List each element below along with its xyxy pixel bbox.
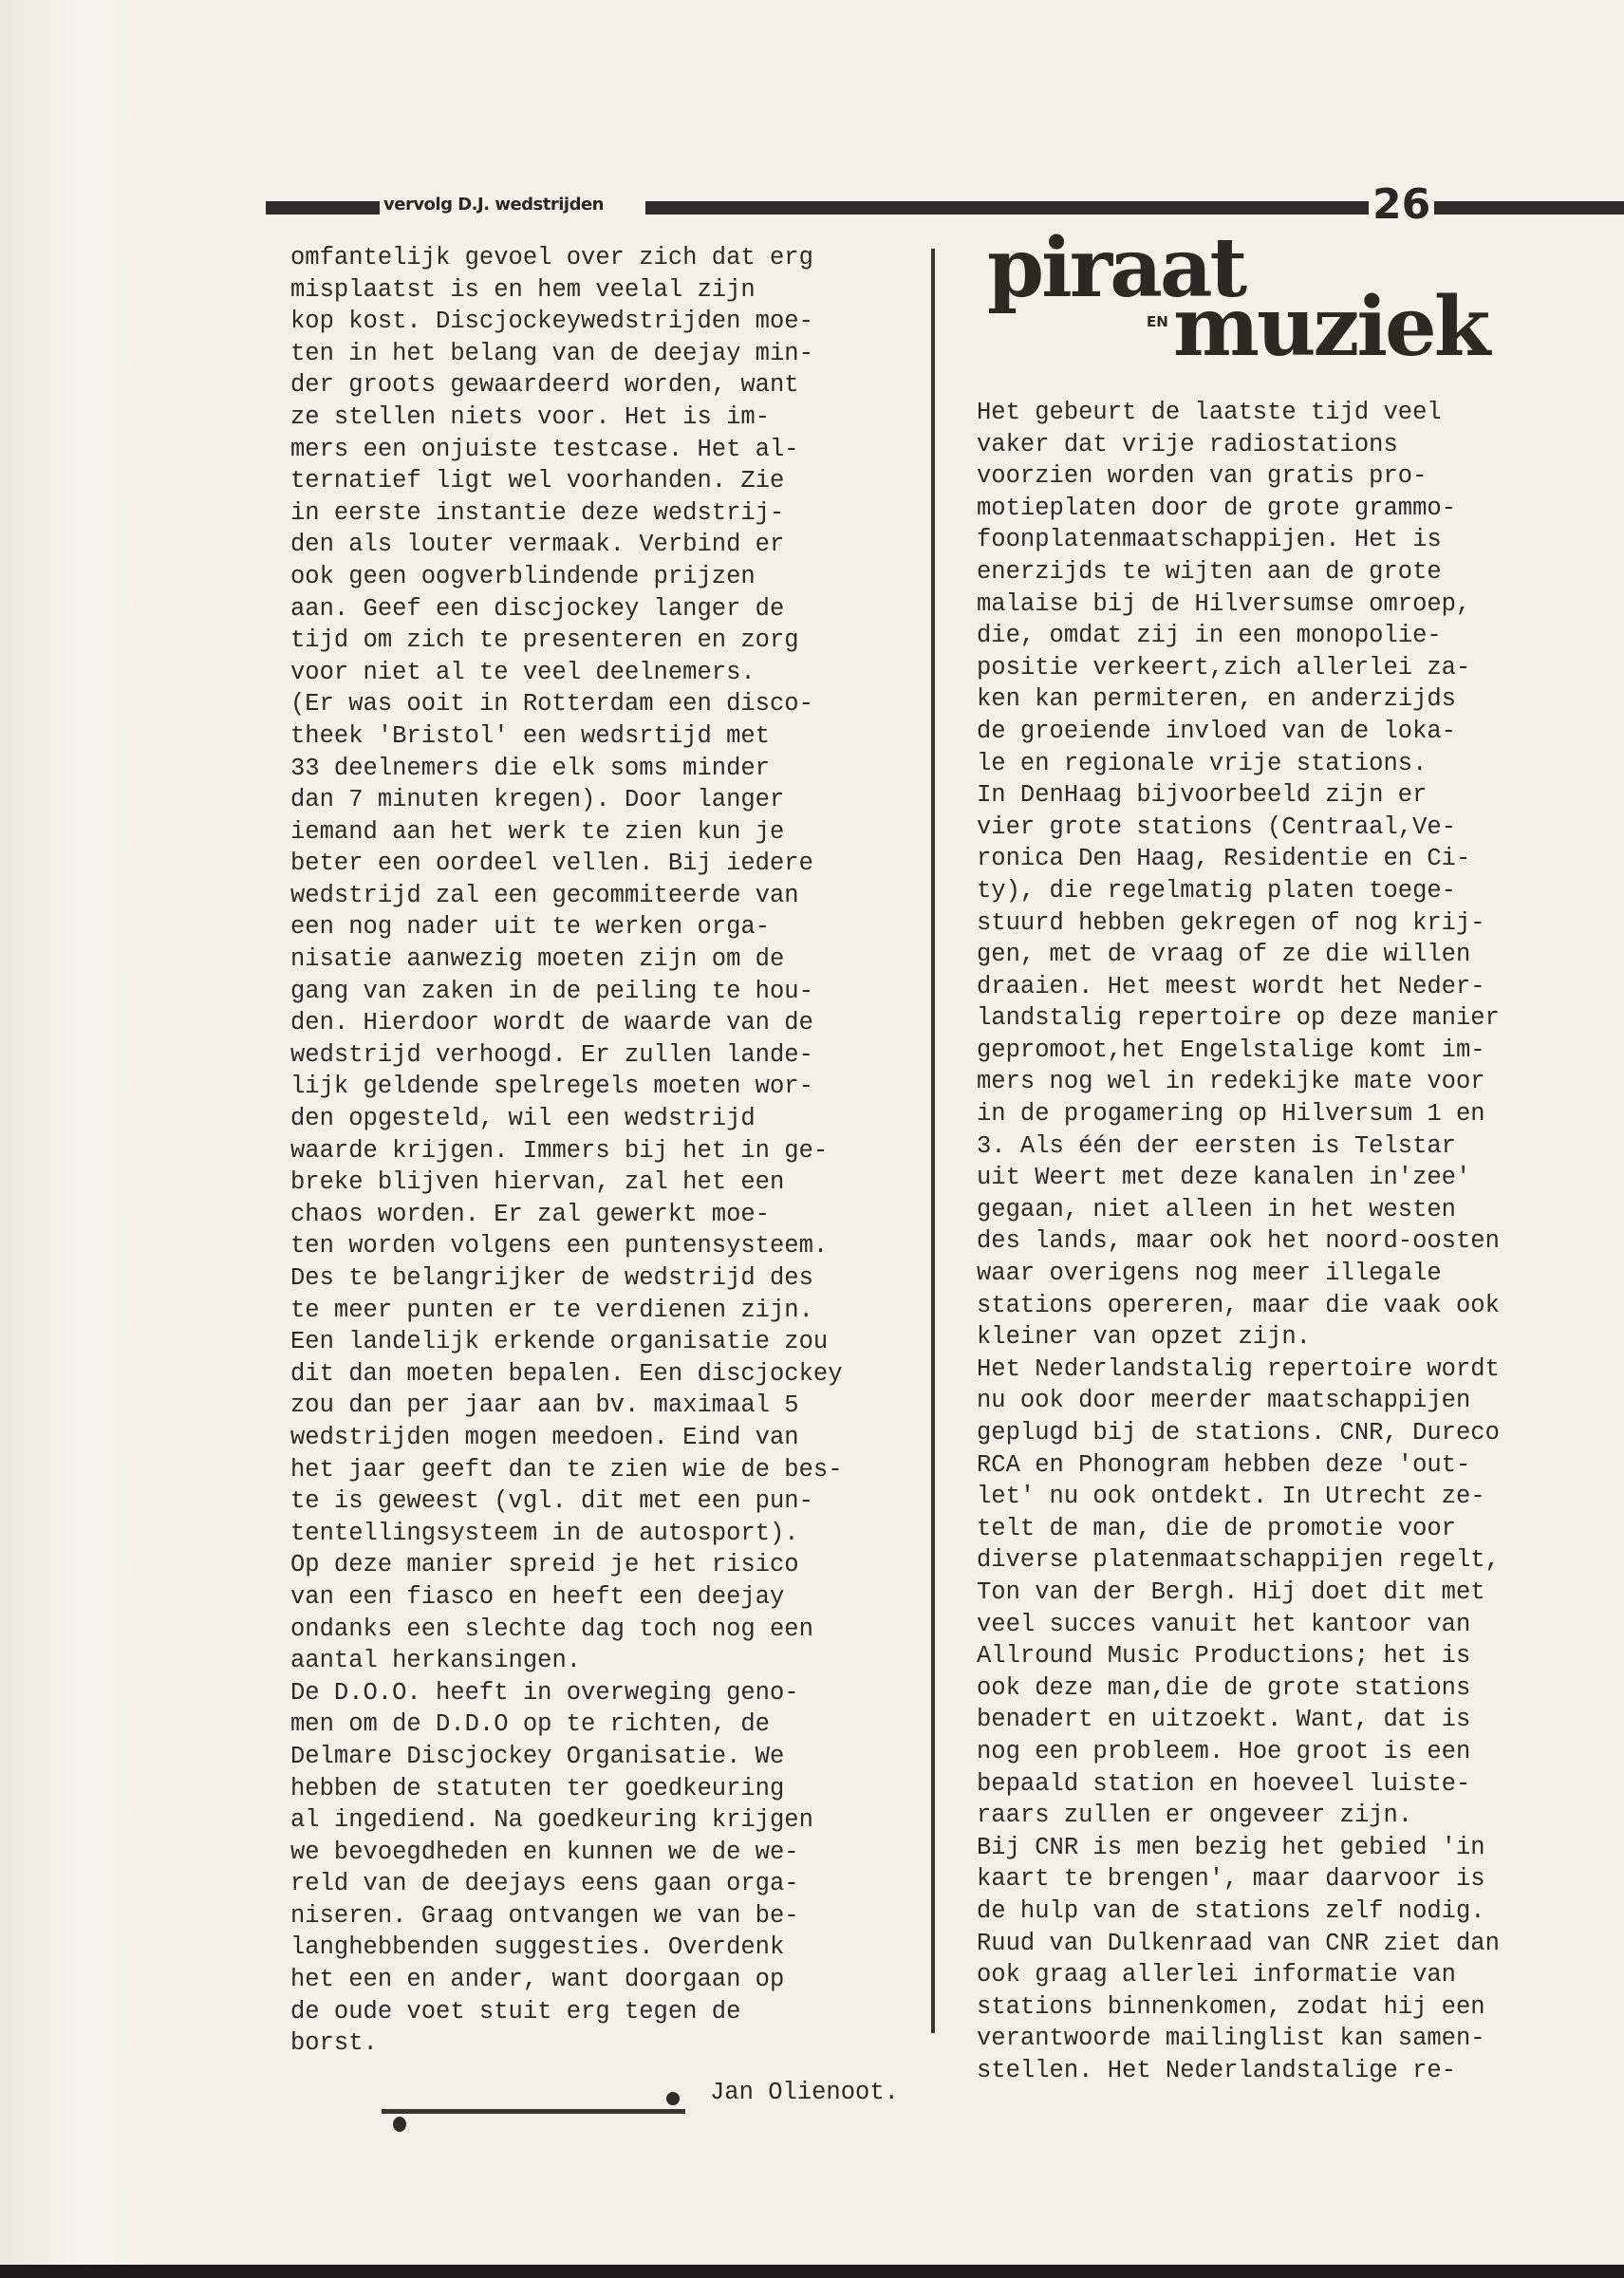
page-header [266, 180, 1547, 229]
text-line: van een fiasco en heeft een deejay [290, 1582, 785, 1611]
text-line: (Er was ooit in Rotterdam een disco- [290, 690, 813, 719]
text-line: te is geweest (vgl. dit met een pun- [290, 1487, 813, 1516]
text-line: Bij CNR is men bezig het gebied 'in [977, 1833, 1485, 1861]
text-line: kaart te brengen', maar daarvoor is [977, 1865, 1485, 1894]
text-line: tentellingsysteem in de autosport). [290, 1519, 799, 1547]
text-line: we bevoegdheden en kunnen we de we- [290, 1838, 799, 1866]
text-line: RCA en Phonogram hebben deze 'out- [977, 1450, 1471, 1479]
page-number: 26 [1369, 182, 1434, 228]
text-line: hebben de statuten ter goedkeuring [290, 1774, 785, 1802]
text-line: ken kan permiteren, en anderzijds [977, 685, 1456, 714]
text-line: telt de man, die de promotie voor [977, 1514, 1456, 1542]
text-line: kop kost. Discjockeywedstrijden moe- [290, 308, 813, 336]
text-line: Het Nederlandstalig repertoire wordt [977, 1354, 1500, 1383]
text-line: beter een oordeel vellen. Bij iedere [290, 850, 813, 878]
text-line: de groeiende invloed van de loka- [977, 717, 1456, 745]
text-line: in eerste instantie deze wedstrij- [290, 498, 785, 527]
text-line: de hulp van de stations zelf nodig. [977, 1896, 1485, 1925]
scan-bottom-edge [0, 2265, 1624, 2278]
text-line: mers nog wel in redekijke mate voor [977, 1068, 1485, 1096]
text-line: raars zullen er ongeveer zijn. [977, 1802, 1413, 1830]
text-line: wedstrijd verhoogd. Er zullen lande- [290, 1040, 813, 1069]
text-line: stations opereren, maar die vaak ook [977, 1291, 1500, 1319]
text-line: Ruud van Dulkenraad van CNR ziet dan [977, 1929, 1500, 1957]
text-line: enerzijds te wijten aan de grote [977, 557, 1442, 586]
text-line: draaien. Het meest wordt het Neder- [977, 972, 1485, 1000]
text-line: ten worden volgens een puntensysteem. [290, 1232, 829, 1260]
text-line: stations binnenkomen, zodat hij een [977, 1992, 1485, 2021]
text-line: Een landelijk erkende organisatie zou [290, 1328, 829, 1356]
text-line: veel succes vanuit het kantoor van [977, 1610, 1471, 1638]
text-line: den. Hierdoor wordt de waarde van de [290, 1009, 813, 1037]
text-line: stuurd hebben gekregen of nog krij- [977, 908, 1485, 937]
text-line: ondanks een slechte dag toch nog een [290, 1615, 813, 1643]
left-article-column [290, 242, 843, 2060]
text-line: vaker dat vrije radiostations [977, 430, 1398, 458]
section-label: vervolg D.J. wedstrijden [383, 195, 604, 215]
text-line: tijd om zich te presenteren en zorg [290, 626, 799, 655]
text-line: Het gebeurt de laatste tijd veel [977, 399, 1442, 426]
text-line: iemand aan het werk te zien kun je [290, 817, 785, 846]
text-line: den opgesteld, wil een wedstrijd [290, 1105, 756, 1133]
right-article-column [977, 397, 1500, 2086]
text-line: landstalig repertoire op deze manier [977, 1004, 1500, 1033]
text-line: de oude voet stuit erg tegen de [290, 1997, 741, 2026]
text-line: lijk geldende spelregels moeten wor- [290, 1073, 813, 1101]
signature-rule [382, 2109, 685, 2114]
text-line: ternatief ligt wel voorhanden. Zie [290, 467, 785, 495]
text-line: 3. Als één der eersten is Telstar [977, 1131, 1456, 1160]
text-line: ook deze man,die de grote stations [977, 1673, 1471, 1702]
author-signature: Jan Olienoot. [710, 2079, 899, 2106]
text-line: te meer punten er te verdienen zijn. [290, 1296, 813, 1324]
text-line: wedstrijd zal een gecommiteerde van [290, 881, 799, 909]
text-line: voorzien worden van gratis pro- [977, 462, 1428, 491]
text-line: den als louter vermaak. Verbind er [290, 531, 785, 559]
text-line: mers een onjuiste testcase. Het al- [290, 435, 799, 463]
text-line: kleiner van opzet zijn. [977, 1323, 1311, 1352]
text-line: wedstrijden mogen meedoen. Eind van [290, 1423, 799, 1451]
text-line: voor niet al te veel deelnemers. [290, 658, 756, 686]
header-rule-left [266, 201, 380, 215]
text-line: De D.O.O. heeft in overweging geno- [290, 1678, 799, 1707]
text-line: uit Weert met deze kanalen in'zee' [977, 1164, 1471, 1192]
text-line: positie verkeert,zich allerlei za- [977, 653, 1471, 682]
signature-rule-dot [393, 2117, 406, 2132]
text-line: in de progamering op Hilversum 1 en [977, 1100, 1485, 1129]
text-line: vier grote stations (Centraal,Ve- [977, 812, 1456, 841]
text-line: ten in het belang van de deejay min- [290, 339, 813, 367]
text-line: Ton van der Bergh. Hij doet dit met [977, 1578, 1485, 1606]
text-line: verantwoorde mailinglist kan samen- [977, 2025, 1485, 2053]
text-line: gegaan, niet alleen in het westen [977, 1195, 1456, 1223]
text-line: chaos worden. Er zal gewerkt moe- [290, 1200, 770, 1228]
text-line: stellen. Het Nederlandstalige re- [977, 2056, 1456, 2084]
text-line: der groots gewaardeerd worden, want [290, 371, 799, 400]
text-line: waarde krijgen. Immers bij het in ge- [290, 1136, 829, 1165]
text-line: benadert en uitzoekt. Want, dat is [977, 1706, 1471, 1734]
text-line: nisatie aanwezig moeten zijn om de [290, 945, 785, 974]
text-line: dan 7 minuten kregen). Door langer [290, 786, 785, 814]
signature-bullet [666, 2092, 680, 2105]
text-line: aan. Geef een discjockey langer de [290, 594, 785, 623]
text-line: geplugd bij de stations. CNR, Dureco [977, 1419, 1500, 1447]
text-line: zou dan per jaar aan bv. maximaal 5 [290, 1391, 799, 1420]
text-line: ronica Den Haag, Residentie en Ci- [977, 845, 1471, 873]
text-line: al ingediend. Na goedkeuring krijgen [290, 1806, 813, 1835]
text-line: het jaar geeft dan te zien wie de bes- [290, 1455, 843, 1484]
article-title-connector: EN [1147, 313, 1168, 330]
text-line: een nog nader uit te werken orga- [290, 913, 770, 942]
text-line: foonplatenmaatschappijen. Het is [977, 526, 1442, 554]
page-gutter-shadow [0, 0, 142, 2278]
text-line: omfantelijk gevoel over zich dat erg [290, 244, 813, 271]
text-line: ty), die regelmatig platen toege- [977, 876, 1456, 905]
text-line: die, omdat zij in een monopolie- [977, 622, 1442, 650]
text-line: aantal herkansingen. [290, 1647, 582, 1675]
text-line: 33 deelnemers die elk soms minder [290, 754, 770, 782]
text-line: reld van de deejays eens gaan orga- [290, 1870, 799, 1898]
text-line: In DenHaag bijvoorbeeld zijn er [977, 781, 1428, 810]
text-line: let' nu ook ontdekt. In Utrecht ze- [977, 1483, 1485, 1511]
text-line: nu ook door meerder maatschappijen [977, 1387, 1471, 1415]
article-title-word1: piraat [987, 220, 1245, 316]
header-rule-middle [645, 201, 1624, 215]
text-line: men om de D.D.O op te richten, de [290, 1710, 770, 1739]
text-line: motieplaten door de grote grammo- [977, 494, 1456, 522]
text-line: bepaald station en hoeveel luiste- [977, 1769, 1471, 1798]
text-line: niseren. Graag ontvangen we van be- [290, 1901, 799, 1930]
text-line: diverse platenmaatschappijen regelt, [977, 1546, 1500, 1575]
text-line: theek 'Bristol' een wedsrtijd met [290, 721, 770, 750]
text-line: nog een probleem. Hoe groot is een [977, 1737, 1471, 1765]
article-title-word2: muziek [1173, 279, 1488, 375]
text-line: ook graag allerlei informatie van [977, 1961, 1456, 1989]
text-line: misplaatst is en hem veelal zijn [290, 275, 756, 304]
text-line: ze stellen niets voor. Het is im- [290, 402, 770, 431]
column-divider [931, 249, 935, 2033]
text-line: gepromoot,het Engelstalige komt im- [977, 1036, 1485, 1064]
text-line: Allround Music Productions; het is [977, 1642, 1471, 1671]
text-line: dit dan moeten bepalen. Een discjockey [290, 1359, 843, 1388]
text-line: le en regionale vrije stations. [977, 749, 1428, 777]
text-line: waar overigens nog meer illegale [977, 1260, 1442, 1288]
text-line: Op deze manier spreid je het risico [290, 1551, 799, 1579]
text-line: gen, met de vraag of ze die willen [977, 941, 1471, 969]
text-line: des lands, maar ook het noord-oosten [977, 1227, 1500, 1256]
text-line: Des te belangrijker de wedstrijd des [290, 1264, 813, 1292]
text-line: langhebbenden suggesties. Overdenk [290, 1933, 785, 1962]
text-line: ook geen oogverblindende prijzen [290, 562, 756, 590]
text-line: het een en ander, want doorgaan op [290, 1966, 785, 1994]
text-line: gang van zaken in de peiling te hou- [290, 977, 813, 1005]
text-line: Delmare Discjockey Organisatie. We [290, 1742, 785, 1770]
text-line: borst. [290, 2029, 378, 2058]
text-line: malaise bij de Hilversumse omroep, [977, 589, 1471, 618]
text-line: breke blijven hiervan, zal het een [290, 1168, 785, 1197]
